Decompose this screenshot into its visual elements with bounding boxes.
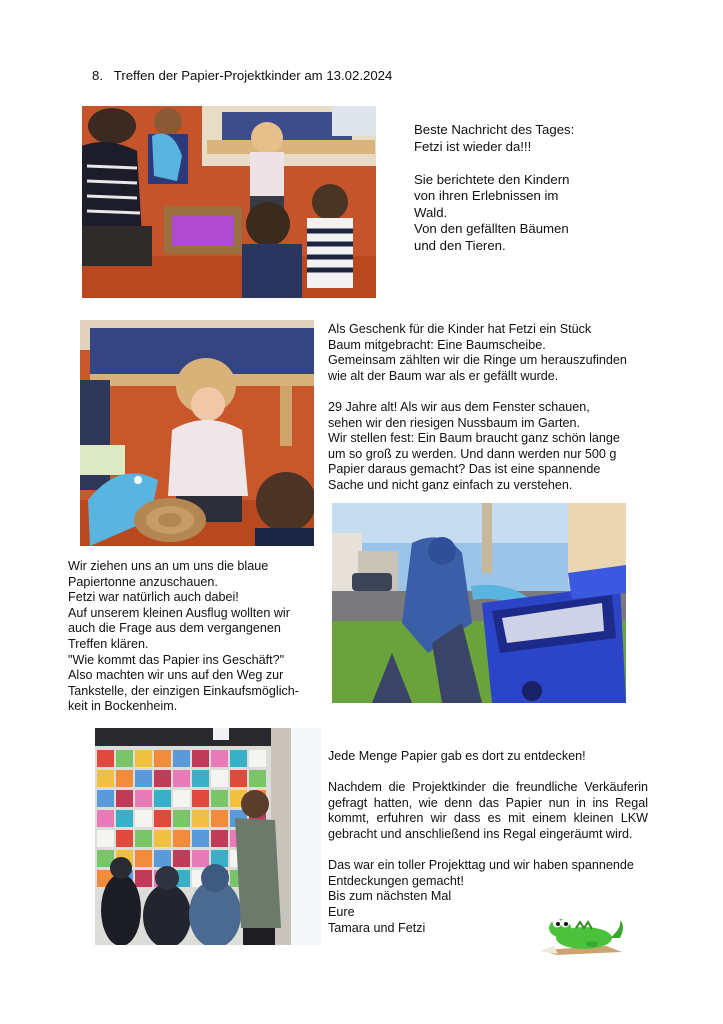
section3-text — [68, 559, 299, 715]
magazine — [154, 850, 171, 867]
text-line: Also machten wir uns auf den Weg zur — [68, 668, 284, 683]
text-line: Tankstelle, der einzigen Einkaufsmöglich- — [68, 683, 300, 698]
magazine — [211, 750, 228, 767]
magazine — [173, 750, 190, 767]
magazine — [230, 770, 247, 787]
text-line: Bis zum nächsten Mal — [328, 889, 452, 904]
photo-blue-paper-bin — [332, 503, 626, 703]
text-line: keit in Bockenheim. — [68, 699, 178, 714]
section4-text — [328, 749, 648, 936]
text-line: Eure — [328, 904, 355, 919]
text-line: um so groß zu werden. Und dann werden nur 500 g — [328, 446, 617, 461]
text-line: Fetzi war natürlich auch dabei! — [68, 590, 239, 605]
magazine — [97, 790, 114, 807]
text-line: Jede Menge Papier gab es dort zu entdecken! — [328, 749, 586, 763]
magazine — [173, 830, 190, 847]
magazine — [211, 790, 228, 807]
magazine — [116, 830, 133, 847]
dragon-mascot-icon — [536, 910, 628, 956]
text-line: "Wie kommt das Papier ins Geschäft?" — [68, 652, 285, 667]
section1-text — [414, 122, 574, 254]
text-line: Entdeckungen gemacht! — [328, 873, 464, 888]
text-line: von ihren Erlebnissen im — [414, 188, 559, 203]
text-line: Baum mitgebracht: Eine Baumscheibe. — [328, 337, 546, 352]
magazine — [249, 750, 266, 767]
magazine — [97, 770, 114, 787]
text-line: wie alt der Baum war als er gefällt wurde. — [328, 368, 559, 383]
magazine — [116, 810, 133, 827]
magazine — [116, 770, 133, 787]
magazine — [173, 810, 190, 827]
magazine — [116, 790, 133, 807]
magazine — [97, 810, 114, 827]
magazine — [192, 810, 209, 827]
text-line: Papiertonne anzuschauen. — [68, 574, 218, 589]
magazine — [154, 810, 171, 827]
heading-title: Treffen der Papier-Projektkinder am 13.02.2024 — [113, 68, 393, 83]
magazine — [135, 850, 152, 867]
magazine — [192, 770, 209, 787]
section2-text — [328, 322, 627, 494]
text-line: Sache und nicht ganz einfach zu verstehen. — [328, 477, 573, 492]
magazine — [211, 810, 228, 827]
magazine — [192, 850, 209, 867]
text-line: 29 Jahre alt! Als wir aus dem Fenster schauen, — [328, 399, 590, 414]
magazine — [97, 750, 114, 767]
text-line: Von den gefällten Bäumen — [414, 221, 569, 236]
text-line: Wald. — [414, 204, 448, 220]
text-line: Fetzi ist wieder da!!! — [414, 138, 532, 154]
magazine — [173, 790, 190, 807]
text-line — [414, 155, 574, 172]
text-line: Tamara und Fetzi — [328, 920, 426, 935]
magazine — [154, 750, 171, 767]
heading-number: 8. — [92, 68, 103, 83]
text-line: Gemeinsam zählten wir die Ringe um herauszufinden — [328, 353, 627, 368]
text-line: Sie berichtete den Kindern — [414, 171, 570, 187]
page-heading — [92, 68, 392, 83]
text-line: Papier daraus gemacht? Das ist eine spannende — [328, 462, 601, 477]
magazine — [135, 870, 152, 887]
text-line: Wir stellen fest: Ein Baum braucht ganz schön lange — [328, 431, 620, 446]
magazine — [211, 830, 228, 847]
photo-circle-with-puppet — [82, 106, 376, 298]
magazine — [97, 830, 114, 847]
magazine — [154, 830, 171, 847]
magazine — [173, 850, 190, 867]
magazine — [135, 770, 152, 787]
magazine — [154, 770, 171, 787]
magazine — [192, 790, 209, 807]
text-line: und den Tieren. — [414, 237, 506, 253]
text-line: Als Geschenk für die Kinder hat Fetzi ein Stück — [328, 322, 592, 336]
text-line: Auf unserem kleinen Ausflug wollten wir — [68, 605, 290, 620]
magazine — [154, 790, 171, 807]
magazine — [192, 830, 209, 847]
photo-tree-slice — [80, 320, 314, 546]
text-line: Beste Nachricht des Tages: — [414, 122, 575, 137]
magazine — [173, 770, 190, 787]
magazine — [116, 750, 133, 767]
text-line: Wir ziehen uns an um uns die blaue — [68, 559, 269, 573]
photo-magazine-rack — [95, 728, 321, 945]
text-line: sehen wir den riesigen Nussbaum im Garten. — [328, 415, 580, 430]
text-line: auch die Frage aus dem vergangenen — [68, 621, 281, 636]
magazine — [135, 750, 152, 767]
magazine — [211, 770, 228, 787]
magazine — [135, 790, 152, 807]
paragraph: Nachdem die Projektkinder die freundliche Verkäuferin gefragt hatten, wie denn das Papier nun in ins Regal kommt, erfuhren wir dass es mit einem kleinen LKW gebracht und anschließend ins Regal eingeräumt wird. — [328, 780, 648, 841]
magazine — [230, 750, 247, 767]
magazine — [249, 770, 266, 787]
magazine — [135, 830, 152, 847]
magazine — [192, 750, 209, 767]
magazine — [135, 810, 152, 827]
text-line: Das war ein toller Projekttag und wir haben spannende — [328, 858, 634, 873]
text-line: Treffen klären. — [68, 636, 149, 651]
